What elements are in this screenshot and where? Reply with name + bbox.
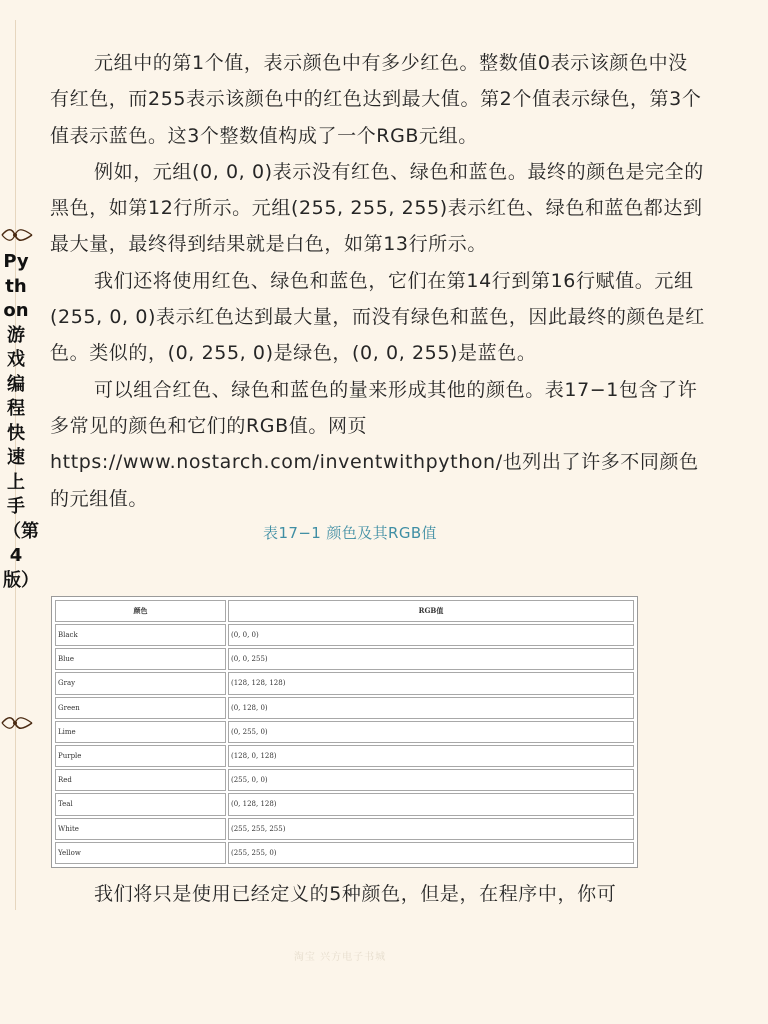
table-header-row (55, 600, 634, 622)
table-row (55, 842, 634, 864)
color-name-cell: White (55, 818, 226, 840)
rgb-value-cell: (0, 0, 0) (228, 624, 634, 646)
color-name-cell: Teal (55, 793, 226, 815)
rgb-value-cell: (255, 0, 0) (228, 769, 634, 791)
table-caption: 表17−1 颜色及其RGB值 (263, 524, 437, 542)
color-name-cell: Blue (55, 648, 226, 670)
table-row (55, 721, 634, 743)
rgb-value-cell: (0, 255, 0) (228, 721, 634, 743)
color-name-cell: Yellow (55, 842, 226, 864)
ornament-bottom-icon (0, 715, 34, 731)
rgb-value-cell: (255, 255, 255) (228, 818, 634, 840)
paragraph-3: 我们还将使用红色、绿色和蓝色，它们在第14行到第16行赋值。元组(255, 0, 0)表示红色达到最大量，而没有绿色和蓝色，因此最终的颜色是红色。类似的，(0, 255, 0)是绿色，(0, 0, 255)是蓝色。 (50, 269, 705, 365)
rgb-value-cell: (0, 0, 255) (228, 648, 634, 670)
table-row (55, 818, 634, 840)
color-name-cell: Gray (55, 672, 226, 694)
color-name-cell: Purple (55, 745, 226, 767)
table-row (55, 769, 634, 791)
paragraph-2: 例如，元组(0, 0, 0)表示没有红色、绿色和蓝色。最终的颜色是完全的黑色，如第12行所示。元组(255, 255, 255)表示红色、绿色和蓝色都达到最大量，最终得到结果就是白色，如第13行所示。 (50, 160, 704, 256)
color-table (51, 596, 638, 868)
table-row (55, 793, 634, 815)
rgb-value-cell: (0, 128, 128) (228, 793, 634, 815)
table-row (55, 697, 634, 719)
header-rgb: RGB值 (228, 600, 634, 622)
color-name-cell: Red (55, 769, 226, 791)
rgb-value-cell: (128, 128, 128) (228, 672, 634, 694)
color-name-cell: Black (55, 624, 226, 646)
table-row (55, 624, 634, 646)
rgb-value-cell: (255, 255, 0) (228, 842, 634, 864)
body-text-continued (50, 876, 705, 912)
ornament-top-icon (0, 227, 34, 243)
paragraph-5: 我们将只是使用已经定义的5种颜色，但是，在程序中，你可 (94, 883, 617, 905)
paragraph-1: 元组中的第1个值，表示颜色中有多少红色。整数值0表示该颜色中没有红色，而255表示该颜色中的红色达到最大值。第2个值表示绿色，第3个值表示蓝色。这3个整数值构成了一个RGB元组。 (50, 52, 702, 147)
vertical-book-title: Python游戏编程快速上手（第4版） (3, 251, 39, 591)
watermark: 淘宝 兴方电子书城 (293, 952, 387, 963)
rgb-value-cell: (128, 0, 128) (228, 745, 634, 767)
rgb-value-cell: (0, 128, 0) (228, 697, 634, 719)
body-text (50, 45, 705, 517)
table-row (55, 648, 634, 670)
table-row (55, 745, 634, 767)
header-color: 颜色 (55, 600, 226, 622)
paragraph-4: 可以组合红色、绿色和蓝色的量来形成其他的颜色。表17−1包含了许多常见的颜色和它们的RGB值。网页https://www.nostarch.com/inventwithpython/也列出了许多不同颜色的元组值。 (50, 378, 699, 510)
color-name-cell: Green (55, 697, 226, 719)
color-name-cell: Lime (55, 721, 226, 743)
table-row (55, 672, 634, 694)
